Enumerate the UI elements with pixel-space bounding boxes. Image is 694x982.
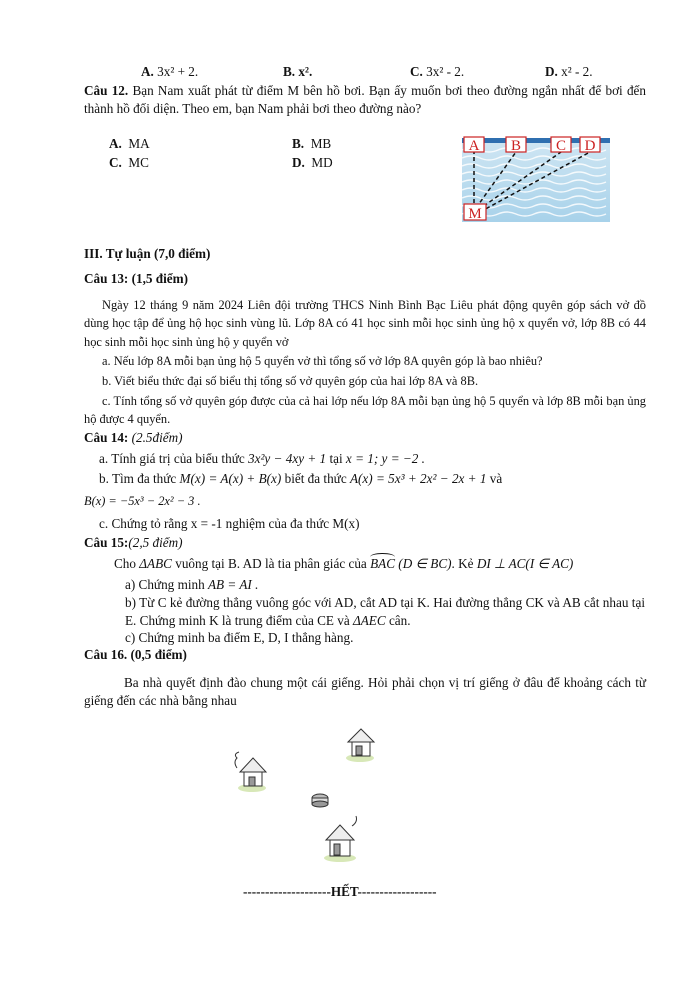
q15-part-b (125, 594, 645, 631)
q15-intro-mid2: . Kẻ (451, 556, 474, 571)
option-text: MD (311, 155, 333, 170)
option-label: D. (545, 64, 558, 79)
q15-part-a (125, 577, 258, 593)
point-D (580, 137, 600, 154)
q14-b-expression: M(x) = A(x) + B(x) (179, 471, 282, 486)
houses-figure (230, 728, 380, 868)
angle-text: BAC (370, 556, 395, 571)
q14-part-a (99, 451, 425, 467)
q11-option-b (283, 64, 312, 80)
pool-figure (462, 136, 610, 222)
point-label: C (555, 138, 567, 154)
q15-condition: (D ∈ BC) (398, 556, 452, 571)
well-icon (312, 794, 328, 807)
q12-body: Bạn Nam xuất phát từ điểm M bên hồ bơi. Bạn ấy muốn bơi theo đường ngắn nhất để bơi đến thành hồ đối diện. Theo em, bạn Nam phải bơi theo đường nào? (84, 83, 646, 117)
option-text: MB (310, 136, 332, 151)
option-text: x² - 2. (561, 64, 593, 79)
q12-option-b (292, 136, 331, 152)
q15-label: Câu 15: (84, 535, 129, 550)
q15-header (84, 535, 183, 551)
option-label: B. (292, 136, 305, 151)
q15-b-triangle: ΔAEC (353, 613, 386, 629)
q15-intro-pre: Cho (114, 556, 136, 571)
q14-a-mid: tại (329, 451, 343, 466)
q15-triangle: ΔABC (139, 556, 172, 571)
q14-part-b (99, 471, 502, 487)
q13-intro: Ngày 12 tháng 9 năm 2024 Liên đội trường THCS Ninh Bình Bạc Liêu phát động quyên góp sách vở đồ dùng học tập để ủng hộ học sinh vùng lũ. Lớp 8A có 41 học sinh mỗi học sinh ủng hộ x quyển vở, lớp 8B có 44 học sinh mỗi học sinh ủng hộ y quyển vở (84, 298, 646, 349)
q14-b-polynomial-a: A(x) = 5x³ + 2x² − 2x + 1 (349, 471, 487, 486)
q15-b-end: cân. (388, 613, 411, 629)
q14-b-prefix: b. Tìm đa thức (99, 471, 177, 486)
point-C (551, 137, 571, 154)
point-M (464, 204, 486, 222)
q14-header (84, 430, 183, 446)
q12-option-d (292, 155, 333, 171)
q11-option-a (141, 64, 198, 80)
section-title: III. Tự luận (7,0 điểm) (84, 246, 211, 261)
q12-option-c (109, 155, 149, 171)
option-text: 3x² + 2. (157, 64, 199, 79)
q14-b-mid: biết đa thức (284, 471, 347, 486)
option-text: 3x² - 2. (426, 64, 465, 79)
point-A (464, 137, 484, 154)
q15-intro-mid: vuông tại B. AD là tia phân giác của (175, 556, 367, 571)
option-label: A. (109, 136, 122, 151)
end-marker: --------------------HẾT------------------ (243, 884, 437, 899)
q15-angle (370, 556, 395, 572)
q14-label: Câu 14: (84, 430, 129, 445)
q14-a-prefix: a. Tính giá trị của biểu thức (99, 451, 245, 466)
q14-a-expression: 3x²y − 4xy + 1 (248, 451, 327, 466)
q15-a-prefix: a) Chứng minh (125, 577, 205, 592)
q16-title: Câu 16. (0,5 điểm) (84, 647, 187, 662)
q13-part-c: c. Tính tổng số vở quyên góp được của cả hai lớp nếu lớp 8A mỗi bạn ủng hộ 5 quyển và lớp 8B mỗi bạn ủng hộ được 4 quyển. (84, 394, 646, 427)
option-text: MA (128, 136, 150, 151)
q15-perpendicular: DI ⊥ AC(I ∈ AC) (476, 556, 574, 571)
option-label: B. (283, 64, 296, 79)
point-label: D (584, 138, 596, 154)
q12-text (84, 82, 646, 119)
q12-label: Câu 12. (84, 83, 129, 98)
option-text: x². (298, 64, 313, 79)
option-label: C. (410, 64, 423, 79)
q15-intro (114, 556, 573, 572)
q11-option-c (410, 64, 464, 80)
q16-text: Ba nhà quyết định đào chung một cái giếng. Hỏi phải chọn vị trí giếng ở đâu để khoảng cách từ giếng đến các nhà bằng nhau (84, 675, 646, 709)
q13-title: Câu 13: (1,5 điểm) (84, 271, 189, 286)
point-label: B (510, 138, 522, 154)
q14-b-and: và (489, 471, 503, 486)
q14-polynomial-b: B(x) = −5x³ − 2x² − 3 . (84, 494, 201, 508)
q14-part-c: c. Chứng tỏ rằng x = -1 nghiệm của đa thức M(x) (99, 516, 360, 531)
q15-part-c: c) Chứng minh ba điểm E, D, I thẳng hàng. (125, 630, 354, 645)
option-label: C. (109, 155, 122, 170)
option-label: A. (141, 64, 154, 79)
option-text: MC (128, 155, 149, 170)
q14-a-condition: x = 1; y = −2 . (345, 451, 425, 466)
q15-points: (2,5 điểm) (128, 535, 183, 550)
point-B (506, 137, 526, 154)
point-label: M (468, 206, 482, 222)
q15-a-expression: AB = AI . (207, 577, 259, 592)
q15-b-text: b) Từ C kẻ đường thẳng vuông góc với AD, cắt AD tại K. Hai đường thẳng CK và AB cắt nhau tại E. Chứng minh K là trung điểm của CE và (125, 595, 645, 629)
q12-option-a (109, 136, 150, 152)
q14-points: (2.5điểm) (131, 430, 183, 445)
angle-arc (370, 553, 395, 561)
option-label: D. (292, 155, 305, 170)
q13-part-b: b. Viết biểu thức đại số biểu thị tổng số vở quyên góp của hai lớp 8A và 8B. (102, 374, 479, 388)
point-label: A (468, 138, 480, 154)
q11-option-d (545, 64, 593, 80)
q13-part-a: a. Nếu lớp 8A mỗi bạn ủng hộ 5 quyển vở thì tổng số vở lớp 8A quyên góp là bao nhiêu? (102, 354, 543, 368)
